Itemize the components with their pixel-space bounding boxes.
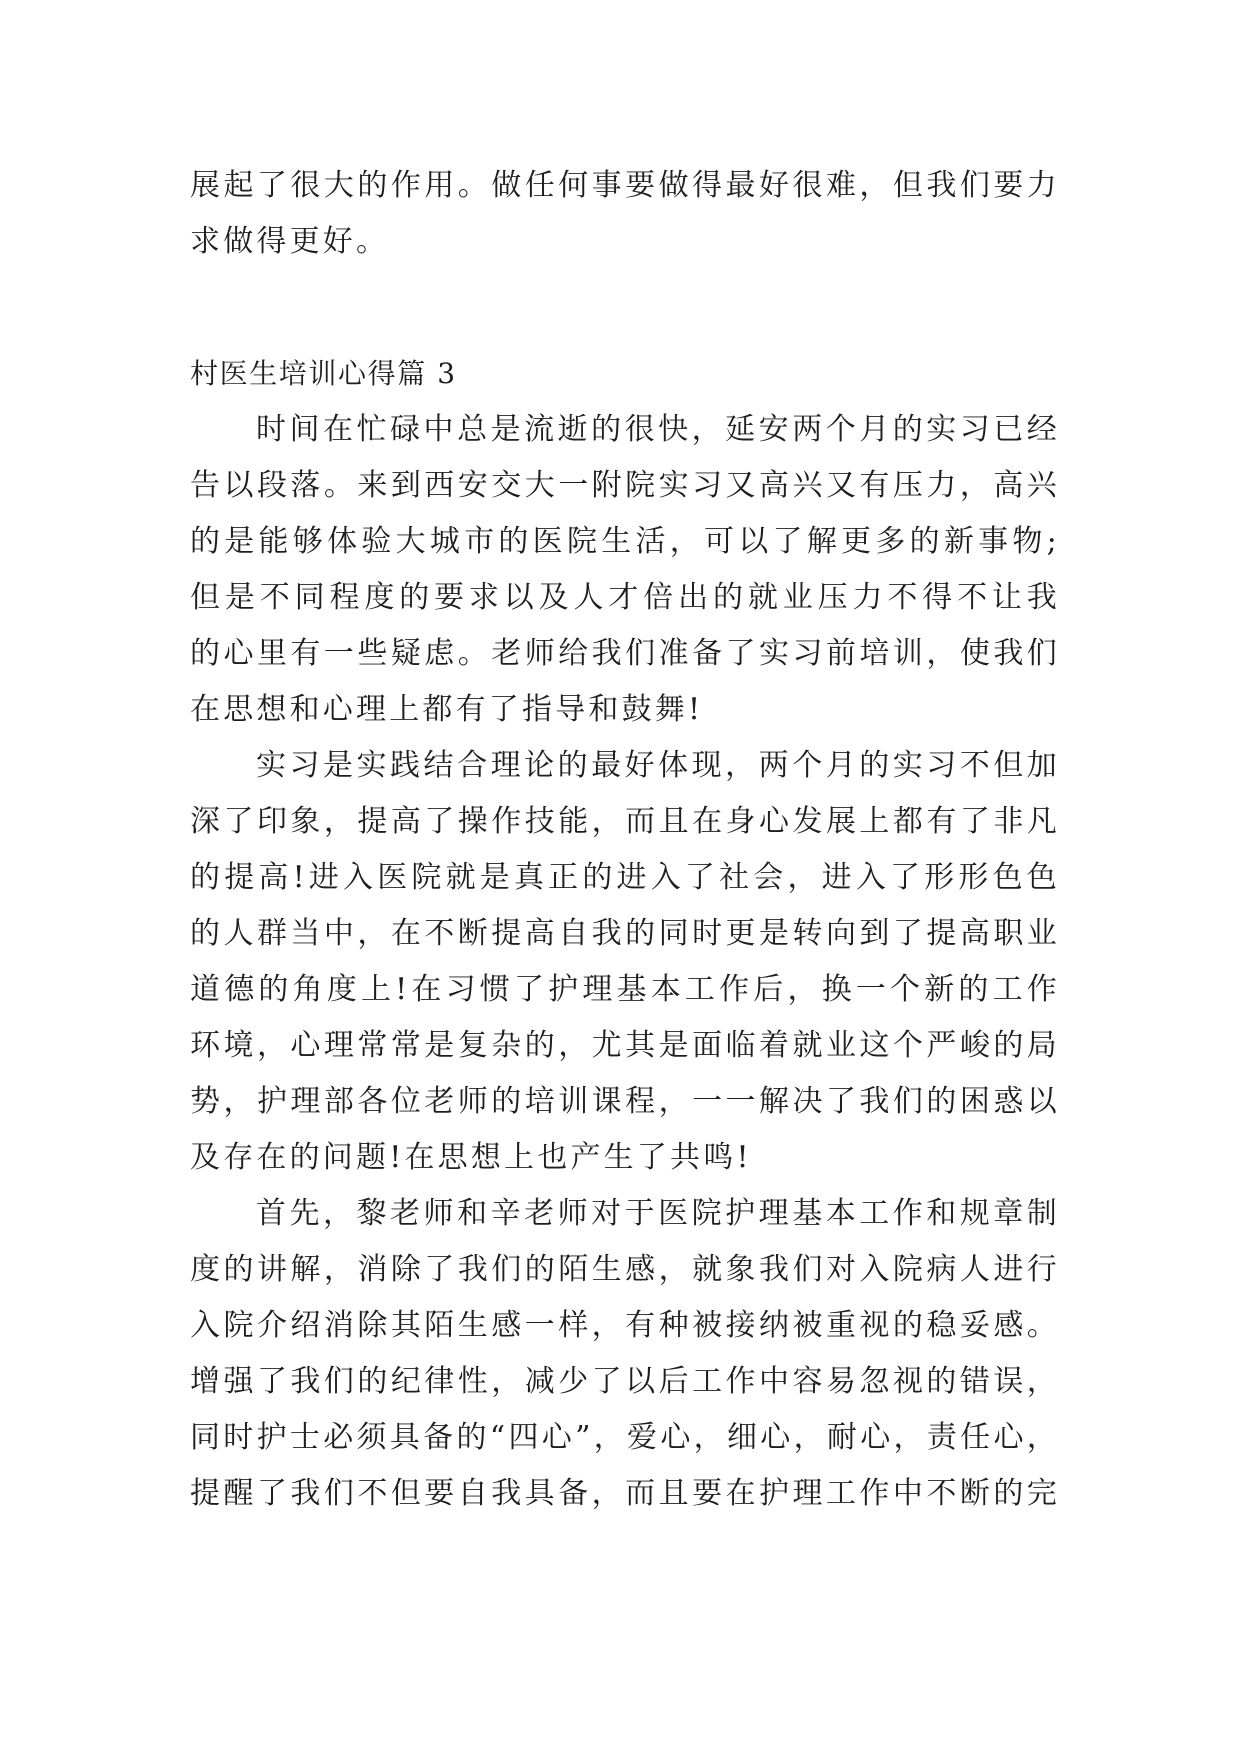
section-title: 村医生培训心得篇 3 (190, 357, 457, 390)
text-line: 的提高!进入医院就是真正的进入了社会，进入了形形色色 (190, 860, 1060, 895)
paragraph (190, 402, 1060, 738)
text-line: 道德的角度上!在习惯了护理基本工作后，换一个新的工作 (190, 972, 1060, 1007)
text-line: 及存在的问题!在思想上也产生了共鸣! (190, 1140, 752, 1175)
document-body (190, 158, 1060, 1522)
text-line: 入院介绍消除其陌生感一样，有种被接纳被重视的稳妥感。 (190, 1308, 1060, 1343)
text-line: 深了印象，提高了操作技能，而且在身心发展上都有了非凡 (190, 804, 1060, 839)
text-line: 在思想和心理上都有了指导和鼓舞! (190, 692, 704, 727)
text-line: 同时护士必须具备的“四心”，爱心，细心，耐心，责任心， (190, 1420, 1060, 1455)
text-line: 的人群当中，在不断提高自我的同时更是转向到了提高职业 (190, 916, 1060, 951)
text-line: 的是能够体验大城市的医院生活，可以了解更多的新事物; (190, 524, 1060, 559)
paragraph (190, 1186, 1060, 1522)
text-line: 势，护理部各位老师的培训课程，一一解决了我们的困惑以 (190, 1084, 1060, 1119)
text-line: 度的讲解，消除了我们的陌生感，就象我们对入院病人进行 (190, 1252, 1060, 1287)
text-line: 首先，黎老师和辛老师对于医院护理基本工作和规章制 (256, 1196, 1060, 1231)
text-line: 告以段落。来到西安交大一附院实习又高兴又有压力，高兴 (190, 468, 1060, 503)
text-line: 展起了很大的作用。做任何事要做得最好很难，但我们要力 (190, 168, 1060, 203)
text-line: 时间在忙碌中总是流逝的很快，延安两个月的实习已经 (256, 412, 1060, 447)
text-line: 的心里有一些疑虑。老师给我们准备了实习前培训，使我们 (190, 636, 1060, 671)
section-gap (190, 270, 1060, 346)
text-line: 求做得更好。 (190, 224, 390, 259)
text-line: 实习是实践结合理论的最好体现，两个月的实习不但加 (256, 748, 1060, 783)
text-line: 增强了我们的纪律性，减少了以后工作中容易忽视的错误， (190, 1364, 1060, 1399)
text-line: 环境，心理常常是复杂的，尤其是面临着就业这个严峻的局 (190, 1028, 1060, 1063)
paragraph (190, 738, 1060, 1186)
text-line: 但是不同程度的要求以及人才倍出的就业压力不得不让我 (190, 580, 1060, 615)
text-line: 提醒了我们不但要自我具备，而且要在护理工作中不断的完 (190, 1476, 1060, 1511)
